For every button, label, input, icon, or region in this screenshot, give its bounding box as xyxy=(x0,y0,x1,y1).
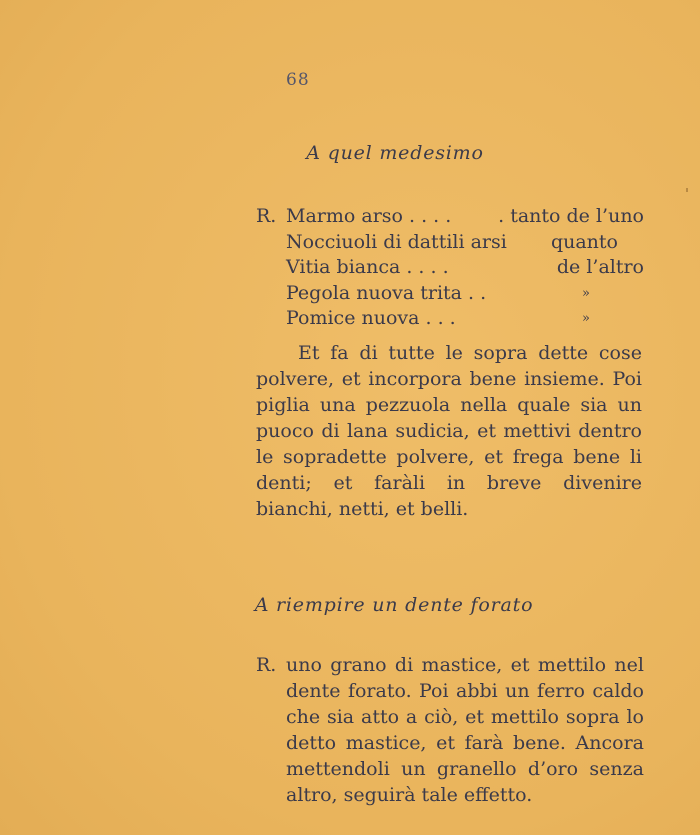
recipe-text: uno grano di mastice, et mettilo nel dente forato. Poi abbi un ferro caldo che sia atto a ciò, et mettilo sopra lo detto mastice, et farà bene. Ancora mettendoli un granello d’oro senza altro, seguirà tale effetto. xyxy=(286,654,644,806)
ingredient-quantity: . tanto de l’uno xyxy=(498,205,644,227)
ingredient-row xyxy=(256,255,648,281)
ingredient-quantity: » xyxy=(582,285,590,301)
ingredient-row xyxy=(256,230,648,256)
recipe-marker: R. xyxy=(256,654,277,676)
ingredient-name: Marmo arso . . . . xyxy=(286,205,452,227)
ingredient-row xyxy=(256,204,648,230)
recipe-marker: R. xyxy=(256,205,277,227)
ingredient-name: Pomice nuova . . . xyxy=(286,307,456,329)
ingredient-quantity: de l’altro xyxy=(556,256,644,278)
recipe-paragraph xyxy=(256,652,644,808)
ingredient-name: Nocciuoli di dattili arsi xyxy=(286,230,507,253)
ingredient-row xyxy=(256,281,648,307)
ingredient-row xyxy=(256,306,648,332)
ingredient-list xyxy=(256,204,648,332)
ingredient-quantity: quanto xyxy=(550,230,618,253)
ingredient-name: Vitia bianca . . . . xyxy=(286,256,449,278)
instructions-paragraph: Et fa di tutte le sopra dette cose polvere, et incorpora bene insieme. Poi piglia una pezzuola nella quale sia un puoco di lana sudicia, et mettivi dentro le sopradette polvere, et frega bene li denti; et faràli in breve divenire bianchi, netti, et belli. xyxy=(256,342,642,520)
section-title-1: A quel medesimo xyxy=(306,142,484,164)
page-number: 68 xyxy=(286,70,310,90)
ingredient-name: Pegola nuova trita . . xyxy=(286,281,487,304)
page-edge-mark xyxy=(686,188,688,192)
ingredient-quantity: » xyxy=(582,311,590,326)
section-title-2: A riempire un dente forato xyxy=(254,594,534,616)
